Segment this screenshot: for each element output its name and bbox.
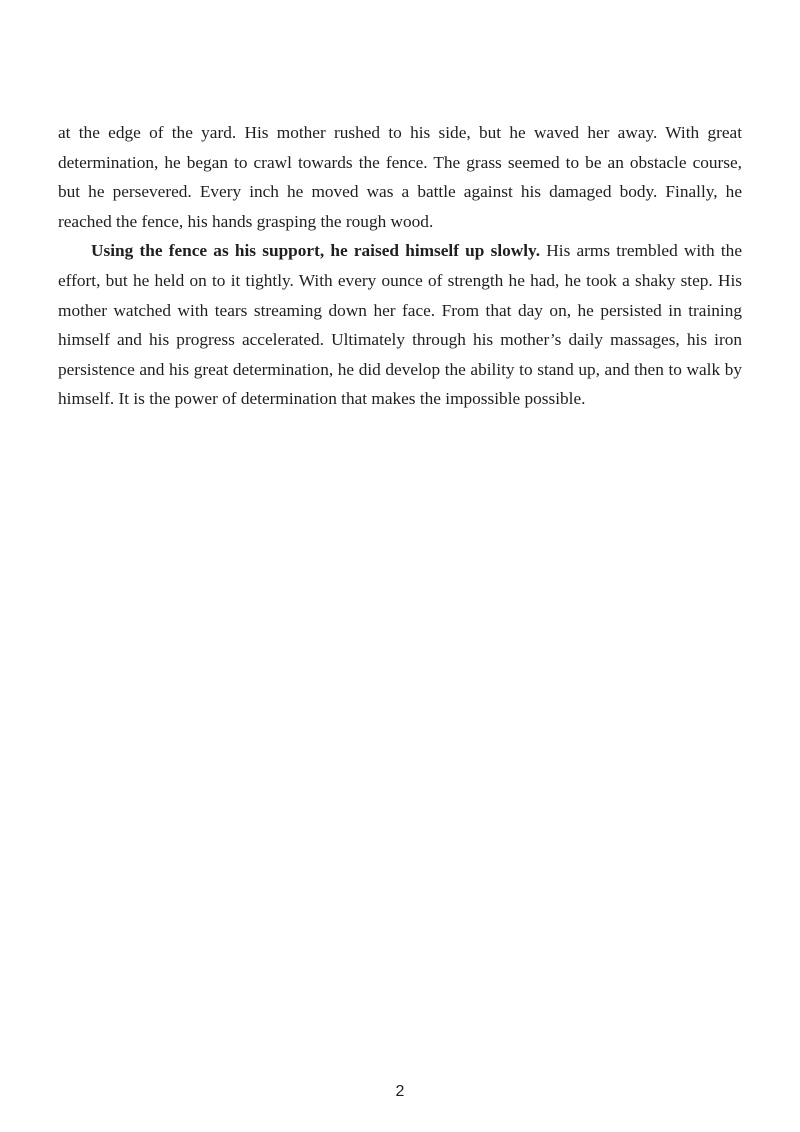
paragraph-2-text: His arms trembled with the effort, but he held on to it tightly. With every ounce of strength he had, he took a shaky step. His mother watched with tears streaming down her face. From that day on, he persisted in training himself and his progress accelerated. Ultimately through his mother’s daily massages, his iron persistence and his great determination, he did develop the ability to stand up, and then to walk by himself. It is the power of determination that makes the impossible possible. — [58, 241, 742, 409]
body-text — [58, 118, 742, 414]
page-number: 2 — [395, 1083, 405, 1100]
paragraph-2 — [58, 236, 742, 414]
paragraph-1: at the edge of the yard. His mother rushed to his side, but he waved her away. With great determination, he began to crawl towards the fence. The grass seemed to be an obstacle course, but he persevered. Every inch he moved was a battle against his damaged body. Finally, he reached the fence, his hands grasping the rough wood. — [58, 123, 742, 231]
paragraph-2-bold-sentence: Using the fence as his support, he raised himself up slowly. — [91, 241, 541, 261]
